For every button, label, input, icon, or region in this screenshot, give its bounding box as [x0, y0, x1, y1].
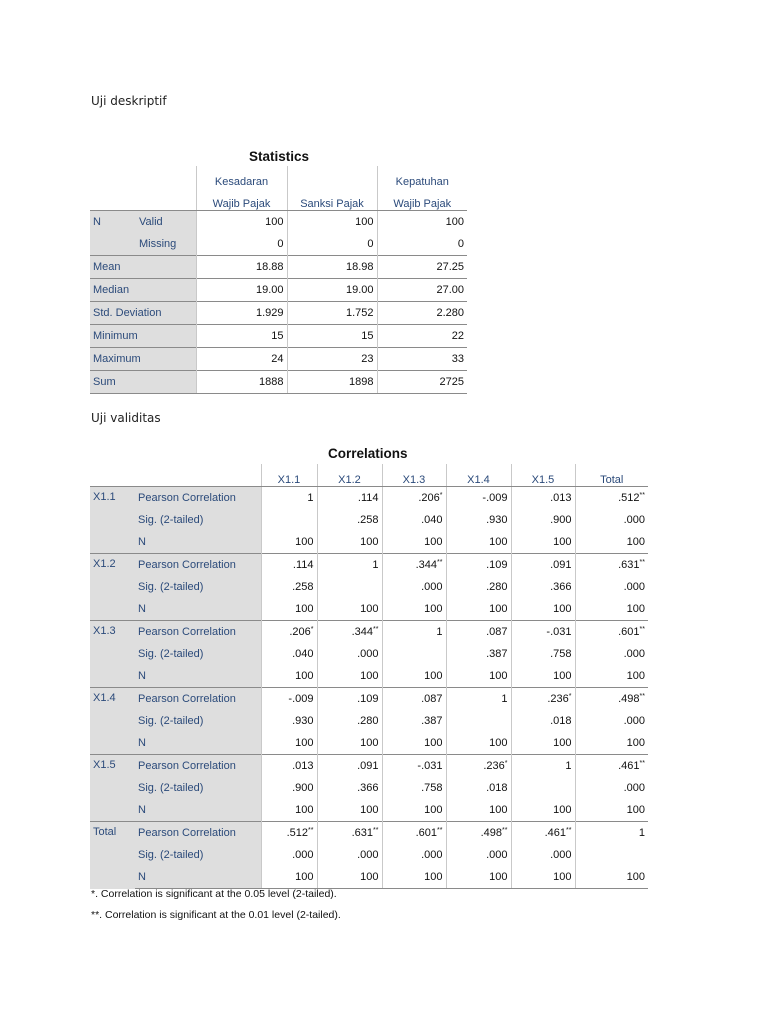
stats-row [90, 302, 467, 325]
corr-cell: .091 [511, 554, 575, 577]
corr-cell [575, 844, 648, 866]
corr-cell: -.031 [511, 621, 575, 644]
corr-cell: .109 [446, 554, 511, 577]
corr-col-header: X1.5 [511, 464, 575, 487]
corr-row [90, 799, 648, 822]
stats-row [90, 325, 467, 348]
corr-cell: .114 [261, 554, 317, 577]
corr-cell: .087 [382, 688, 446, 711]
corr-row [90, 643, 648, 665]
corr-stat-label: Pearson Correlation [135, 487, 261, 510]
corr-cell: .758 [382, 777, 446, 799]
corr-cell: 100 [382, 732, 446, 755]
corr-cell: .000 [446, 844, 511, 866]
corr-cell: .601** [575, 621, 648, 644]
statistics-body [90, 211, 467, 394]
corr-cell: -.031 [382, 755, 446, 778]
stats-row [90, 256, 467, 279]
stats-cell: 0 [196, 233, 287, 256]
corr-group-label: X1.5 [90, 755, 135, 822]
footnote-005: *. Correlation is significant at the 0.05 level (2-tailed). [91, 888, 337, 900]
correlations-table [90, 464, 648, 889]
stats-cell: 1898 [287, 371, 377, 394]
corr-stat-label: Sig. (2-tailed) [135, 643, 261, 665]
stats-cell: 18.88 [196, 256, 287, 279]
corr-cell: .258 [317, 509, 382, 531]
stats-cell: 100 [287, 211, 377, 234]
corr-row [90, 598, 648, 621]
stats-col1-line2: Wajib Pajak [196, 188, 287, 211]
corr-stat-label: Sig. (2-tailed) [135, 777, 261, 799]
stats-row-label: Median [90, 279, 196, 302]
corr-cell: .013 [511, 487, 575, 510]
corr-stat-label: Sig. (2-tailed) [135, 710, 261, 732]
corr-cell: .344** [317, 621, 382, 644]
corr-col-header: X1.1 [261, 464, 317, 487]
corr-corner [90, 464, 135, 487]
corr-cell: 100 [575, 799, 648, 822]
corr-cell: 100 [511, 799, 575, 822]
corr-cell: .601** [382, 822, 446, 845]
corr-cell: 100 [575, 598, 648, 621]
corr-cell: 1 [317, 554, 382, 577]
corr-row [90, 732, 648, 755]
corr-row [90, 621, 648, 644]
corr-col-header: X1.3 [382, 464, 446, 487]
corr-cell: .900 [511, 509, 575, 531]
corr-cell [511, 777, 575, 799]
stats-row-sublabel: Valid [136, 211, 196, 234]
stats-row-sublabel: Missing [136, 233, 196, 256]
corr-cell: .000 [511, 844, 575, 866]
corr-row [90, 710, 648, 732]
corr-stat-label: Pearson Correlation [135, 621, 261, 644]
corr-row [90, 576, 648, 598]
corr-cell: 100 [511, 665, 575, 688]
stats-cell: 22 [377, 325, 467, 348]
corr-stat-label: Pearson Correlation [135, 554, 261, 577]
stats-row [90, 371, 467, 394]
corr-cell [317, 576, 382, 598]
corr-cell: .236* [446, 755, 511, 778]
corr-cell: .366 [317, 777, 382, 799]
corr-cell: 100 [446, 531, 511, 554]
stats-row-label: Std. Deviation [90, 302, 196, 325]
heading-descriptive: Uji deskriptif [91, 94, 167, 108]
corr-cell: 100 [511, 531, 575, 554]
corr-cell: .000 [317, 643, 382, 665]
corr-cell: 100 [575, 732, 648, 755]
corr-cell: .461** [511, 822, 575, 845]
corr-cell: 100 [446, 598, 511, 621]
corr-cell: .366 [511, 576, 575, 598]
statistics-title: Statistics [249, 149, 310, 164]
corr-row [90, 487, 648, 510]
corr-row [90, 844, 648, 866]
corr-cell: .114 [317, 487, 382, 510]
corr-cell: 100 [261, 799, 317, 822]
corr-cell: .387 [446, 643, 511, 665]
corr-cell: .091 [317, 755, 382, 778]
corr-cell: .018 [446, 777, 511, 799]
stats-cell: 33 [377, 348, 467, 371]
corr-row [90, 777, 648, 799]
stats-cell: 1.752 [287, 302, 377, 325]
corr-cell: 1 [575, 822, 648, 845]
corr-cell: .236* [511, 688, 575, 711]
corr-cell: .512** [575, 487, 648, 510]
corr-stat-label: N [135, 866, 261, 889]
stats-cell: 1888 [196, 371, 287, 394]
stats-cell: 100 [377, 211, 467, 234]
corr-cell: 100 [261, 665, 317, 688]
stats-row [90, 348, 467, 371]
corr-cell: .631** [575, 554, 648, 577]
corr-cell: .087 [446, 621, 511, 644]
corr-cell: .000 [575, 509, 648, 531]
corr-cell: 100 [446, 732, 511, 755]
stats-row [90, 211, 467, 234]
corr-cell: 100 [382, 799, 446, 822]
stats-cell: 23 [287, 348, 377, 371]
corr-row [90, 554, 648, 577]
stats-cell: 0 [377, 233, 467, 256]
corr-cell: .498** [446, 822, 511, 845]
stats-cell: 27.00 [377, 279, 467, 302]
corr-cell: .930 [446, 509, 511, 531]
corr-stat-label: Sig. (2-tailed) [135, 509, 261, 531]
corr-cell: .109 [317, 688, 382, 711]
corr-cell: .930 [261, 710, 317, 732]
corr-cell: 100 [261, 531, 317, 554]
stats-row-label: N [90, 211, 136, 234]
corr-row [90, 866, 648, 889]
stats-col2-line2: Sanksi Pajak [287, 188, 377, 211]
corr-cell: .000 [575, 710, 648, 732]
corr-cell [261, 509, 317, 531]
stats-col1-line1: Kesadaran [196, 166, 287, 188]
corr-stat-label: N [135, 598, 261, 621]
corr-cell: .000 [261, 844, 317, 866]
corr-stat-label: N [135, 665, 261, 688]
corr-cell: 100 [317, 866, 382, 889]
corr-row [90, 531, 648, 554]
stats-cell: 19.00 [287, 279, 377, 302]
stats-col3-line2: Wajib Pajak [377, 188, 467, 211]
corr-cell: 100 [382, 665, 446, 688]
corr-stat-label: Sig. (2-tailed) [135, 844, 261, 866]
statistics-table [90, 166, 467, 394]
corr-cell [382, 643, 446, 665]
corr-cell: .018 [511, 710, 575, 732]
stats-cell: 27.25 [377, 256, 467, 279]
corr-stat-label: Pearson Correlation [135, 822, 261, 845]
corr-col-header: Total [575, 464, 648, 487]
corr-stat-label: N [135, 799, 261, 822]
stats-cell: 2725 [377, 371, 467, 394]
corr-cell: .280 [446, 576, 511, 598]
correlations-body [90, 487, 648, 889]
corr-cell: .000 [575, 643, 648, 665]
corr-cell: .013 [261, 755, 317, 778]
corr-cell: 100 [261, 866, 317, 889]
stats-row [90, 279, 467, 302]
corr-group-label: X1.1 [90, 487, 135, 554]
corr-cell: 100 [382, 531, 446, 554]
corr-cell: 100 [317, 799, 382, 822]
corr-cell: .498** [575, 688, 648, 711]
corr-cell: .258 [261, 576, 317, 598]
corr-stat-label: N [135, 732, 261, 755]
stats-col2-line1 [287, 166, 377, 188]
corr-cell: 100 [317, 531, 382, 554]
corr-group-label: X1.3 [90, 621, 135, 688]
corr-cell: -.009 [446, 487, 511, 510]
stats-cell: 100 [196, 211, 287, 234]
stats-row-label [90, 233, 136, 256]
corr-cell: 100 [317, 732, 382, 755]
stats-cell: 15 [287, 325, 377, 348]
corr-row [90, 822, 648, 845]
stats-row-label: Sum [90, 371, 196, 394]
stats-cell: 1.929 [196, 302, 287, 325]
corr-row [90, 665, 648, 688]
corr-cell: 1 [382, 621, 446, 644]
corr-cell: 100 [575, 866, 648, 889]
stats-cell: 0 [287, 233, 377, 256]
corr-cell: 100 [446, 799, 511, 822]
corr-cell: .631** [317, 822, 382, 845]
stats-cell: 15 [196, 325, 287, 348]
corr-row [90, 755, 648, 778]
stats-cell: 24 [196, 348, 287, 371]
stats-corner [90, 166, 136, 188]
heading-validity: Uji validitas [91, 411, 161, 425]
corr-cell: 1 [261, 487, 317, 510]
corr-cell: .512** [261, 822, 317, 845]
corr-cell: 100 [446, 866, 511, 889]
footnote-001: **. Correlation is significant at the 0.01 level (2-tailed). [91, 909, 341, 921]
stats-row-label: Maximum [90, 348, 196, 371]
corr-cell: .000 [317, 844, 382, 866]
stats-row [90, 233, 467, 256]
corr-cell: .000 [382, 576, 446, 598]
corr-cell: 100 [317, 665, 382, 688]
corr-cell: .040 [382, 509, 446, 531]
corr-cell [446, 710, 511, 732]
corr-cell: .206* [382, 487, 446, 510]
corr-cell: .344** [382, 554, 446, 577]
stats-row-label: Minimum [90, 325, 196, 348]
corr-row [90, 688, 648, 711]
corr-group-label: Total [90, 822, 135, 889]
corr-group-label: X1.4 [90, 688, 135, 755]
stats-row-label: Mean [90, 256, 196, 279]
corr-cell: -.009 [261, 688, 317, 711]
corr-row [90, 509, 648, 531]
corr-cell: 100 [446, 665, 511, 688]
corr-stat-label: Sig. (2-tailed) [135, 576, 261, 598]
corr-cell: 100 [575, 531, 648, 554]
stats-col3-line1: Kepatuhan [377, 166, 467, 188]
corr-cell: .000 [382, 844, 446, 866]
correlations-title: Correlations [328, 446, 408, 461]
corr-stat-label: N [135, 531, 261, 554]
corr-col-header: X1.2 [317, 464, 382, 487]
corr-cell: .758 [511, 643, 575, 665]
corr-cell: .461** [575, 755, 648, 778]
corr-cell: .387 [382, 710, 446, 732]
corr-cell: 100 [511, 866, 575, 889]
corr-cell: 1 [446, 688, 511, 711]
corr-group-label: X1.2 [90, 554, 135, 621]
stats-cell: 2.280 [377, 302, 467, 325]
corr-col-header: X1.4 [446, 464, 511, 487]
corr-cell: .206* [261, 621, 317, 644]
corr-stat-label: Pearson Correlation [135, 688, 261, 711]
stats-cell: 19.00 [196, 279, 287, 302]
corr-stat-label: Pearson Correlation [135, 755, 261, 778]
corr-cell: .280 [317, 710, 382, 732]
corr-cell: 100 [382, 598, 446, 621]
corr-cell: 100 [511, 732, 575, 755]
stats-cell: 18.98 [287, 256, 377, 279]
corr-cell: 100 [575, 665, 648, 688]
corr-cell: 100 [382, 866, 446, 889]
corr-cell: 100 [261, 598, 317, 621]
corr-cell: .000 [575, 777, 648, 799]
corr-cell: .000 [575, 576, 648, 598]
corr-cell: 100 [511, 598, 575, 621]
corr-cell: 100 [261, 732, 317, 755]
corr-cell: 100 [317, 598, 382, 621]
corr-cell: .900 [261, 777, 317, 799]
corr-cell: .040 [261, 643, 317, 665]
corr-cell: 1 [511, 755, 575, 778]
